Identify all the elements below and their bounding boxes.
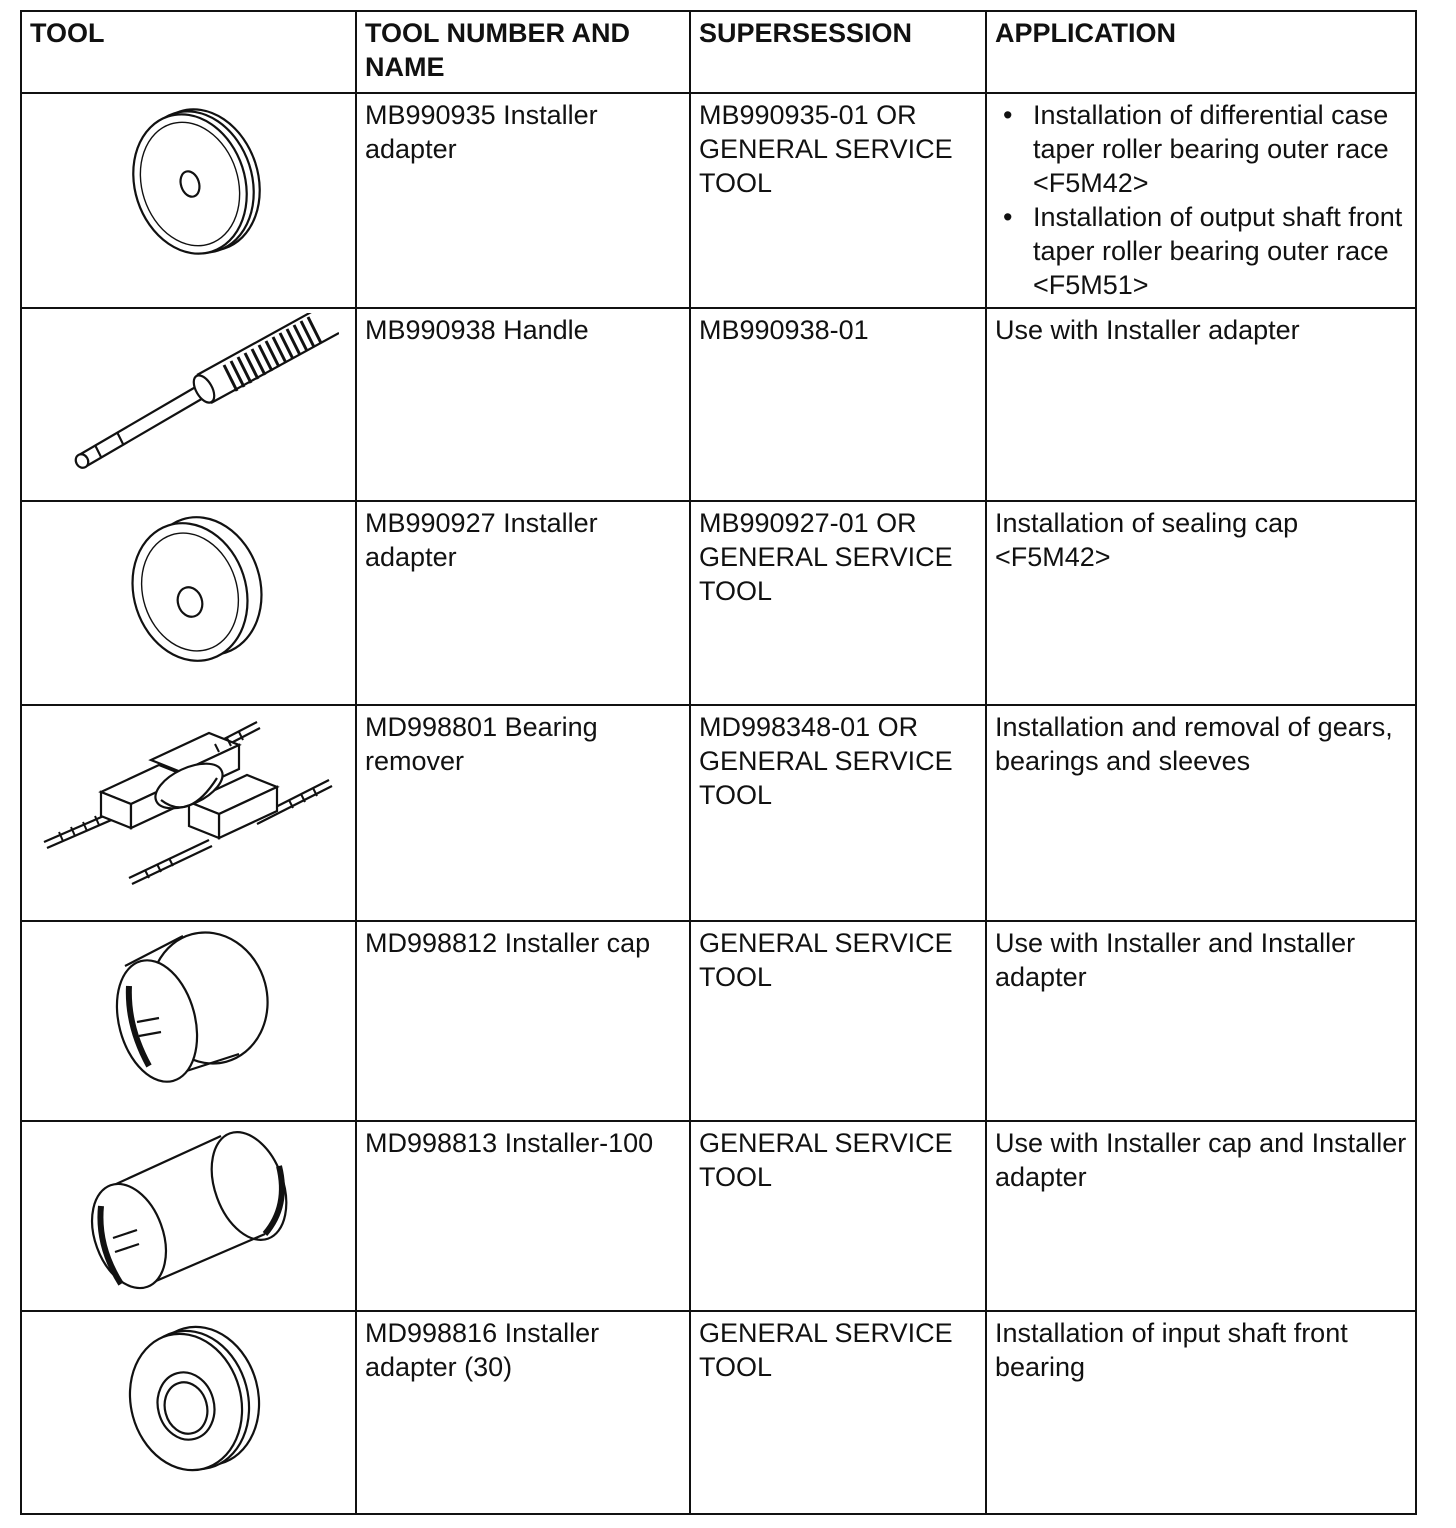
table-row xyxy=(21,921,1416,1121)
tool-number-name: MD998801 Bearing remover xyxy=(356,705,690,921)
header-supersession: SUPERSESSION xyxy=(690,11,986,93)
tool-image-cell xyxy=(21,1311,356,1514)
bearing-remover-icon xyxy=(39,710,339,890)
tool-number-name: MD998812 Installer cap xyxy=(356,921,690,1121)
tool-number-name: MD998813 Installer-100 xyxy=(356,1121,690,1311)
tool-number-name: MB990935 Installer adapter xyxy=(356,93,690,308)
tool-image-cell xyxy=(21,705,356,921)
tool-supersession: MD998348-01 OR GENERAL SERVICE TOOL xyxy=(690,705,986,921)
tool-number-name: MD998816 Installer adapter (30) xyxy=(356,1311,690,1514)
tool-supersession: MB990938-01 xyxy=(690,308,986,501)
table-row xyxy=(21,501,1416,705)
tool-number-name: MB990938 Handle xyxy=(356,308,690,501)
tool-application: Installation and removal of gears, bearings and sleeves xyxy=(986,705,1416,921)
tool-application: Use with Installer and Installer adapter xyxy=(986,921,1416,1121)
application-item: • Installation of output shaft front taper roller bearing outer race <F5M51> xyxy=(1033,200,1408,302)
tool-supersession: MB990927-01 OR GENERAL SERVICE TOOL xyxy=(690,501,986,705)
tool-image-cell xyxy=(21,921,356,1121)
tool-image-cell xyxy=(21,93,356,308)
tool-application: Use with Installer adapter xyxy=(986,308,1416,501)
installer-adapter-icon xyxy=(104,506,274,676)
application-list xyxy=(995,98,1408,302)
tool-image-cell xyxy=(21,1121,356,1311)
tool-supersession: GENERAL SERVICE TOOL xyxy=(690,1121,986,1311)
tool-supersession: MB990935-01 OR GENERAL SERVICE TOOL xyxy=(690,93,986,308)
table-row xyxy=(21,308,1416,501)
special-tools-sheet xyxy=(20,10,1417,1515)
header-application: APPLICATION xyxy=(986,11,1416,93)
application-item: • Installation of differential case taper roller bearing outer race <F5M42> xyxy=(1033,98,1408,200)
table-row xyxy=(21,1121,1416,1311)
header-tool: TOOL xyxy=(21,11,356,93)
tool-image-cell xyxy=(21,308,356,501)
tool-supersession: GENERAL SERVICE TOOL xyxy=(690,921,986,1121)
installer-adapter-icon xyxy=(104,1316,274,1486)
tool-application: Installation of sealing cap <F5M42> xyxy=(986,501,1416,705)
table-row xyxy=(21,705,1416,921)
table-header-row xyxy=(21,11,1416,93)
table-row xyxy=(21,1311,1416,1514)
table-row xyxy=(21,93,1416,308)
installer-sleeve-icon xyxy=(79,1126,299,1296)
special-tools-table xyxy=(20,10,1417,1515)
installer-adapter-icon xyxy=(104,98,274,268)
tool-supersession: GENERAL SERVICE TOOL xyxy=(690,1311,986,1514)
installer-cap-icon xyxy=(99,926,279,1086)
tool-application: Use with Installer cap and Installer adapter xyxy=(986,1121,1416,1311)
header-tool-number-and-name: TOOL NUMBER AND NAME xyxy=(356,11,690,93)
tool-application: Installation of input shaft front bearing xyxy=(986,1311,1416,1514)
tool-application xyxy=(986,93,1416,308)
tool-image-cell xyxy=(21,501,356,705)
tool-number-name: MB990927 Installer adapter xyxy=(356,501,690,705)
handle-icon xyxy=(39,313,339,488)
